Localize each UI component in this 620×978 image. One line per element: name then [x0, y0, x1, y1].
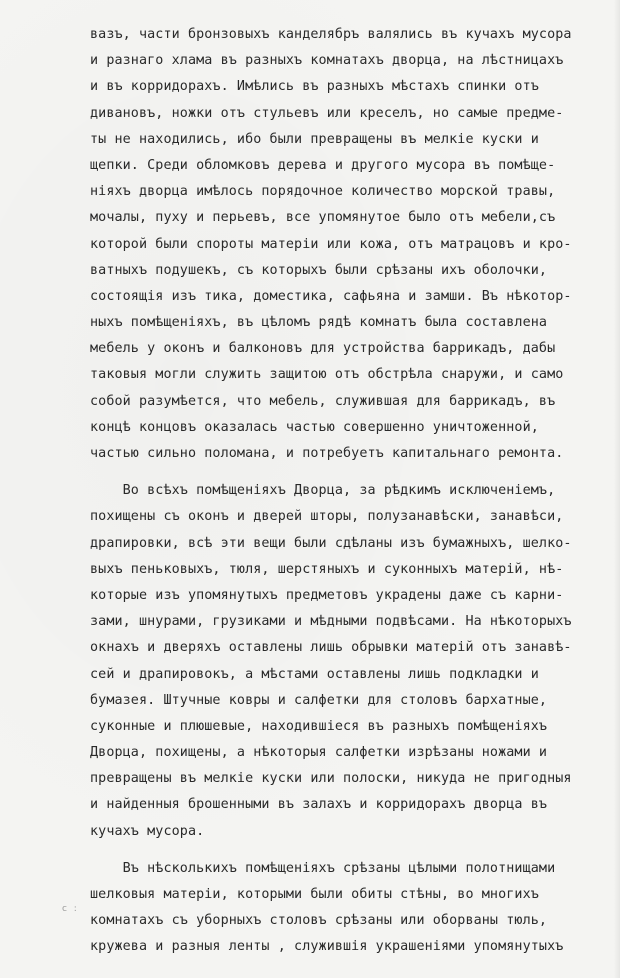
text-line: таковыя могли служить защитою отъ обстрѣла снаружи, и само [90, 367, 564, 383]
text-line: и въ корридорахъ. Имѣлись въ разныхъ мѣстахъ спинки отъ [90, 79, 539, 95]
text-line: кружева и разныя ленты , служившія украшеніями упомянутыхъ [90, 939, 564, 955]
text-line: Дворца, похищены, а нѣкоторыя салфетки изрѣзаны ножами и [90, 745, 548, 761]
text-line: состоящія изъ тика, доместика, сафьяна и замши. Въ нѣкотор- [90, 288, 572, 304]
margin-mark: с : [62, 904, 79, 914]
text-line: дивановъ, ножки отъ стульевъ или креселъ, но самые предме- [90, 105, 564, 121]
text-line: которой были спороты матеріи или кожа, отъ матрацовъ и кро- [90, 236, 572, 252]
text-line: и найденныя брошенными въ залахъ и корридорахъ дворца въ [90, 797, 548, 813]
paragraph-curtains [90, 478, 602, 845]
text-line: суконные и плюшевые, находившіеся въ разныхъ помѣщеніяхъ [90, 718, 548, 734]
text-line: собой разумѣется, что мебель, служившая для баррикадъ, въ [90, 393, 556, 409]
text-line: кучахъ мусора. [90, 823, 205, 839]
text-line: зами, шнурами, грузиками и мѣдными подвѣсами. На нѣкоторыхъ [90, 614, 572, 630]
paragraph-silk-materials [90, 856, 602, 961]
text-line: выхъ пеньковыхъ, тюля, шерстяныхъ и суконныхъ матерій, нѣ- [90, 561, 564, 577]
text-line: бумазея. Штучные ковры и салфетки для столовъ бархатные, [90, 692, 548, 708]
text-line: Въ нѣсколькихъ помѣщеніяхъ срѣзаны цѣлыми полотнищами [90, 860, 556, 876]
text-line: ватныхъ подушекъ, съ которыхъ были срѣзаны ихъ оболочки, [90, 262, 548, 278]
text-line: частью сильно поломана, и потребуетъ капитальнаго ремонта. [90, 446, 564, 461]
text-line: ныхъ помѣщеніяхъ, въ цѣломъ рядѣ комнатъ была составлена [90, 315, 548, 331]
text-line: превращены въ мелкіе куски или полоски, никуда не пригодныя [90, 771, 572, 787]
text-line: сей и драпировокъ, а мѣстами оставлены лишь подкладки и [90, 666, 539, 682]
paragraph-continued [90, 22, 602, 467]
page-edge-shadow [614, 0, 620, 978]
text-line: щепки. Среди обломковъ дерева и другого мусора въ помѣще- [90, 157, 556, 173]
text-line: Во всѣхъ помѣщеніяхъ Дворца, за рѣдкимъ исключеніемъ, [90, 483, 556, 499]
text-line: ты не находились, ибо были превращены въ мелкіе куски и [90, 131, 539, 147]
text-line: и разнаго хлама въ разныхъ комнатахъ дворца, на лѣстницахъ [90, 53, 564, 69]
text-line: которые изъ упомянутыхъ предметовъ украдены даже съ карни- [90, 587, 564, 603]
text-line: окнахъ и дверяхъ оставлены лишь обрывки матерій отъ занавѣ- [90, 640, 572, 656]
typed-text-body [90, 22, 602, 961]
text-line: мочалы, пуху и перьевъ, все упомянутое было отъ мебели,съ [90, 210, 556, 226]
text-line: концѣ концовъ оказалась частью совершенно уничтоженной, [90, 419, 539, 435]
text-line: комнатахъ съ уборныхъ столовъ срѣзаны или оборваны тюль, [90, 913, 548, 929]
text-line: похищены съ оконъ и дверей шторы, полузанавѣски, занавѣси, [90, 509, 564, 525]
text-line: мебель у оконъ и балконовъ для устройства баррикадъ, дабы [90, 341, 556, 357]
text-line: шелковыя матеріи, которыми были обиты стѣны, во многихъ [90, 887, 539, 902]
text-line: ніяхъ дворца имѣлось порядочное количество морской травы, [90, 184, 556, 200]
text-line: вазъ, части бронзовыхъ канделябръ валялись въ кучахъ мусора [90, 27, 572, 42]
text-line: драпировки, всѣ эти вещи были сдѣланы изъ бумажныхъ, шелко- [90, 535, 572, 551]
